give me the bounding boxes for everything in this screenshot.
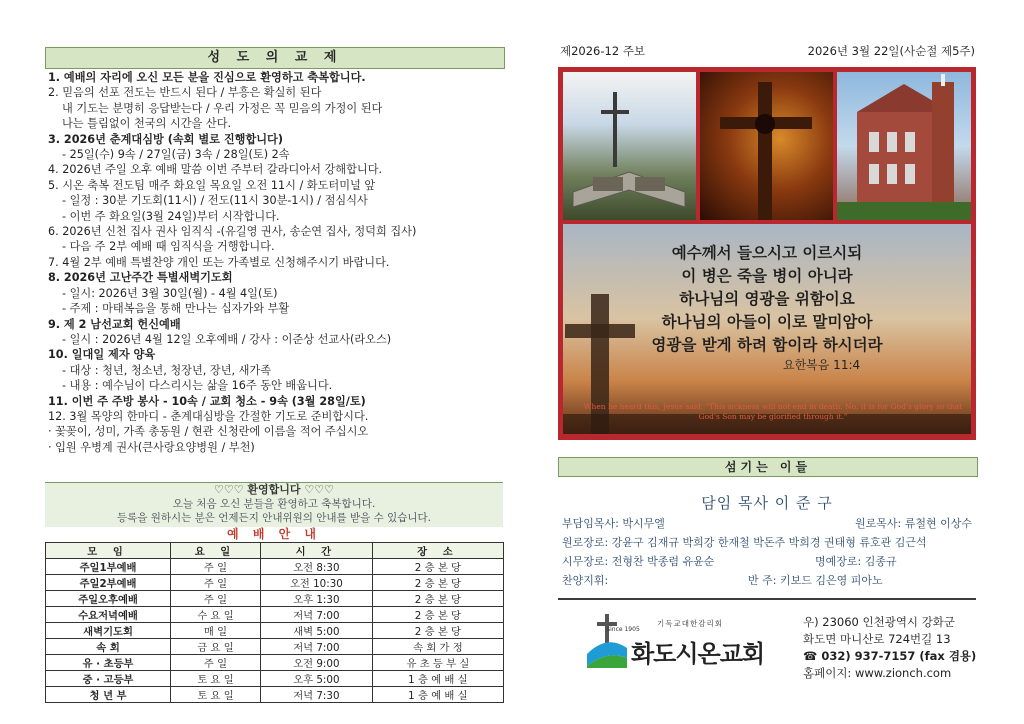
verse-line: 하나님의 영광을 위함이요: [679, 290, 855, 308]
service-cell: 저녁 7:00: [260, 639, 372, 655]
street-address: 화도면 마니산로 724번길 13: [803, 632, 951, 646]
service-cell: 오전 8:30: [260, 559, 372, 575]
crucifix-photo: [700, 72, 833, 220]
service-cell: 주 일: [171, 655, 261, 671]
service-cell: 수요저녁예배: [46, 607, 171, 623]
service-header-cell: 요 일: [171, 543, 261, 559]
service-cell: 토 요 일: [171, 671, 261, 687]
news-item: 2. 믿음의 선포 전도는 반드시 된다 / 부흥은 확실히 된다: [48, 86, 322, 100]
service-cell: 주일2부예배: [46, 575, 171, 591]
news-item: - 내용 : 예수님이 다스리시는 삶을 16주 동안 배웁니다.: [62, 379, 333, 393]
church-building-photo: [837, 72, 971, 220]
table-row: [46, 591, 504, 607]
service-guide-title: 예 배 안 내: [227, 527, 321, 541]
service-cell: 주 일: [171, 591, 261, 607]
news-item: - 일시 : 2026년 4월 12일 오후예배 / 강사 : 이준상 선교사(라오스): [62, 332, 392, 346]
logo-since: since 1905: [607, 626, 640, 633]
news-item: - 일정 : 30분 기도회(11시) / 전도(11시 30분-1시) / 점심식사: [62, 194, 368, 208]
news-list: [48, 70, 508, 455]
table-row: [46, 607, 504, 623]
news-item: · 꽃꽂이, 성미, 가족 총동원 / 현관 신청란에 이름을 적어 주십시오: [48, 425, 369, 439]
news-item: 3. 2026년 춘계대심방 (속회 별로 진행합니다): [48, 132, 283, 146]
welcome-line: 오늘 처음 오신 분들을 환영하고 축복합니다.: [172, 498, 376, 510]
verse-line: 예수께서 들으시고 이르시되: [671, 244, 863, 262]
news-item: 1. 예배의 자리에 오신 모든 분을 진심으로 환영하고 축복합니다.: [48, 71, 366, 84]
news-item: - 이번 주 화요일(3월 24일)부터 시작합니다.: [62, 209, 280, 223]
news-item: 4. 2026년 주일 오후 예배 말씀 이번 주부터 갈라디아서 강해합니다.: [48, 163, 383, 177]
service-cell: 유 · 초등부: [46, 655, 171, 671]
service-cell: 청 년 부: [46, 687, 171, 703]
service-cell: 오후 5:00: [260, 671, 372, 687]
table-row: [46, 671, 504, 687]
denomination: 기독교대한감리회: [657, 619, 723, 628]
logo-cross-icon: [585, 614, 629, 668]
service-cell: 토 요 일: [171, 687, 261, 703]
service-cell: 속 회: [46, 639, 171, 655]
service-cell: 유 초 등 부 실: [372, 655, 503, 671]
service-cell: 금 요 일: [171, 639, 261, 655]
service-cell: 주 일: [171, 575, 261, 591]
service-cell: 새벽 5:00: [260, 623, 372, 639]
news-item: 11. 이번 주 주방 봉사 - 10속 / 교회 청소 - 9속 (3월 28일/토): [48, 394, 366, 408]
church-name: 화도시온교회: [631, 640, 765, 668]
service-cell: 오전 10:30: [260, 575, 372, 591]
news-item: 9. 제 2 남선교회 헌신예배: [48, 317, 181, 331]
service-cell: 2 층 본 당: [372, 623, 503, 639]
table-row: [46, 687, 504, 703]
welcome-box: [45, 482, 503, 527]
news-item: 나는 틀림없이 천국의 시간을 산다.: [62, 117, 232, 131]
website: 홈페이지: www.zionch.com: [803, 666, 952, 680]
service-cell: 오전 9:00: [260, 655, 372, 671]
service-cell: 2 층 본 당: [372, 591, 503, 607]
service-cell: 매 일: [171, 623, 261, 639]
service-cell: 중 · 고등부: [46, 671, 171, 687]
service-cell: 저녁 7:30: [260, 687, 372, 703]
service-cell: 수 요 일: [171, 607, 261, 623]
verse-line: 영광을 받게 하려 함이라 하시더라: [651, 336, 883, 354]
senior-pastor: 담임 목사 이 준 구: [701, 494, 833, 512]
service-header-cell: 장 소: [372, 543, 503, 559]
associate-pastor: 부담임목사: 박시무엘: [562, 517, 665, 530]
service-cell: 2 층 본 당: [372, 575, 503, 591]
retired-elders: 원로장로: 강윤구 김재규 박희강 한재철 박돈주 박희경 권태형 류호관 김근석: [562, 536, 927, 549]
welcome-line: 등록을 원하시는 분은 언제든지 안내위원의 안내를 받을 수 있습니다.: [116, 512, 432, 524]
news-item: 12. 3월 목양의 한마디 - 춘계대심방을 간절한 기도로 준비합시다.: [48, 409, 369, 423]
news-item: 6. 2026년 신천 집사 권사 임직식 -(유길영 권사, 송순연 집사, 정덕희 집사): [48, 225, 417, 239]
service-cell: 주일오후예배: [46, 591, 171, 607]
service-header-cell: 모 임: [46, 543, 171, 559]
service-cell: 2 층 본 당: [372, 607, 503, 623]
news-item: - 대상 : 청년, 청소년, 청장년, 장년, 새가족: [62, 363, 272, 377]
news-item: - 25일(수) 9속 / 27일(금) 3속 / 28일(토) 2속: [62, 148, 290, 162]
news-item: 5. 시온 축복 전도팀 매주 화요일 목요일 오전 11시 / 화도터미널 앞: [48, 178, 376, 192]
issue-number: 제2026-12 주보: [560, 44, 646, 58]
fellowship-title: 성 도 의 교 제: [45, 47, 505, 69]
church-building-icon: [837, 72, 971, 220]
news-item: - 일시: 2026년 3월 30일(월) - 4월 4일(토): [62, 286, 278, 300]
service-cell: 속 회 가 정: [372, 639, 503, 655]
choir-director: 찬양지휘:: [562, 574, 609, 587]
service-cell: 1 층 예 배 실: [372, 671, 503, 687]
verse-banner: [563, 224, 971, 434]
church-contact: [803, 614, 976, 682]
table-row: [46, 655, 504, 671]
table-row: [46, 559, 504, 575]
verse-reference: 요한복음 11:4: [783, 358, 861, 372]
news-item: 7. 4월 2부 예배 특별찬양 개인 또는 가족별로 신청해주시기 바랍니다.: [48, 255, 390, 269]
bible-monument-photo: [563, 72, 696, 220]
news-item: 내 기도는 분명히 응답받는다 / 우리 가정은 꼭 믿음의 가정이 된다: [62, 101, 383, 115]
accompanist: 반 주: 키보드 김은영 피아노: [748, 574, 883, 587]
service-cell: 주 일: [171, 559, 261, 575]
service-table: [45, 542, 504, 703]
leaders-title: 섬기는 이들: [558, 457, 978, 477]
news-item: 10. 일대일 제자 양육: [48, 348, 156, 362]
emeritus-pastor: 원로목사: 류철현 이상수: [855, 517, 972, 530]
news-item: - 주제 : 마태복음을 통해 만나는 십자가와 부활: [62, 302, 290, 316]
church-logo: [585, 612, 795, 672]
verse-line: 이 병은 죽을 병이 아니라: [681, 267, 853, 285]
service-cell: 저녁 7:00: [260, 607, 372, 623]
service-cell: 주일1부예배: [46, 559, 171, 575]
honorary-elder: 명예장로: 김종규: [815, 555, 897, 568]
cover-image: [558, 67, 976, 440]
table-row: [46, 623, 504, 639]
cross-icon: [700, 72, 833, 220]
service-table-header: [46, 543, 504, 559]
service-cell: 1 층 예 배 실: [372, 687, 503, 703]
news-item: 8. 2026년 고난주간 특별새벽기도회: [48, 271, 233, 285]
verse-english: When he heard this, Jesus said, "This sickness will not end in death. No, it is for God's glory so that God's Son may be glorified through it.": [583, 402, 963, 421]
bulletin-date: 2026년 3월 22일(사순절 제5주): [807, 44, 975, 58]
table-row: [46, 639, 504, 655]
bible-monument-icon: [563, 72, 696, 220]
news-item: - 다음 주 2부 예배 때 임직식을 거행합니다.: [62, 240, 275, 254]
table-row: [46, 575, 504, 591]
active-elders: 시무장로: 전형찬 박종렴 유윤순: [562, 555, 715, 568]
verse-line: 하나님의 아들이 이로 말미암아: [661, 313, 873, 331]
service-cell: 오후 1:30: [260, 591, 372, 607]
service-cell: 2 층 본 당: [372, 559, 503, 575]
divider: [558, 598, 976, 600]
service-cell: 새벽기도회: [46, 623, 171, 639]
phone: ☎ 032) 937-7157 (fax 겸용): [803, 649, 977, 663]
verse-text: [563, 242, 971, 357]
welcome-title: ♡♡♡ 환영합니다 ♡♡♡: [214, 483, 334, 496]
postal-address: 우) 23060 인천광역시 강화군: [803, 615, 956, 629]
news-item: · 입원 우병계 권사(큰사랑요양병원 / 부천): [48, 440, 255, 454]
service-header-cell: 시 간: [260, 543, 372, 559]
